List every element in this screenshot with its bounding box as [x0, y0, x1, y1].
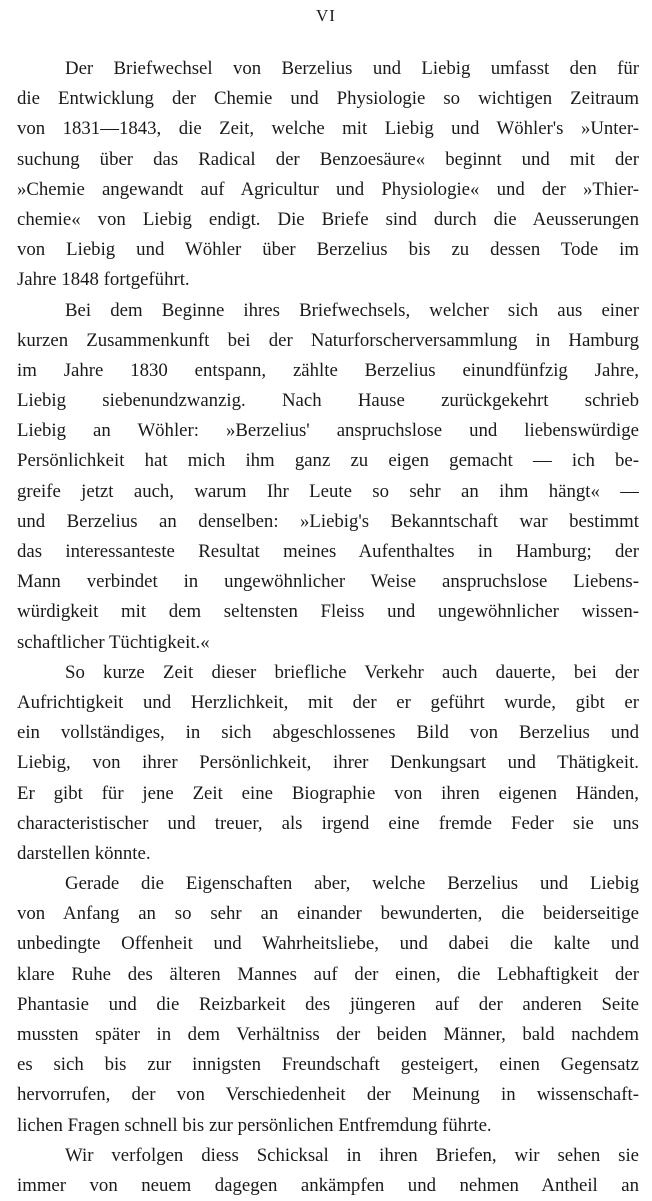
- text-line: Phantasie und die Reizbarkeit des jüngeren auf der anderen Seite: [17, 993, 639, 1015]
- text-line: es sich bis zur innigsten Freundschaft gesteigert, einen Gegensatz: [17, 1054, 639, 1076]
- paragraph-1: [17, 54, 639, 296]
- text-line: im Jahre 1830 entspann, zählte Berzelius einundfünfzig Jahre,: [17, 359, 639, 381]
- paragraph-4: [17, 869, 639, 1141]
- text-line: Liebig siebenundzwanzig. Nach Hause zurückgekehrt schrieb: [17, 390, 639, 412]
- text-line: Liebig an Wöhler: »Berzelius' anspruchslose und liebenswürdige: [17, 420, 639, 442]
- text-line: mussten später in dem Verhältniss der beiden Männer, bald nachdem: [17, 1024, 639, 1045]
- paragraph-5: [17, 1141, 639, 1201]
- text-line: Er gibt für jene Zeit eine Biographie von ihren eigenen Händen,: [17, 782, 639, 804]
- text-line: schaftlicher Tüchtigkeit.«: [17, 631, 210, 653]
- text-line: suchung über das Radical der Benzoesäure« beginnt und mit der: [17, 148, 639, 170]
- text-line: lichen Fragen schnell bis zur persönlichen Entfremdung führte.: [17, 1114, 492, 1136]
- text-line: Wir verfolgen diess Schicksal in ihren Briefen, wir sehen sie: [65, 1144, 639, 1166]
- text-line: Aufrichtigkeit und Herzlichkeit, mit der er geführt wurde, gibt er: [17, 691, 639, 713]
- body-text: [17, 54, 639, 1201]
- text-line: Persönlichkeit hat mich ihm ganz zu eigen gemacht — ich be-: [17, 450, 639, 472]
- text-line: von Anfang an so sehr an einander bewunderten, die beiderseitige: [17, 903, 639, 925]
- text-line: So kurze Zeit dieser briefliche Verkehr auch dauerte, bei der: [65, 661, 639, 683]
- text-line: Liebig, von ihrer Persönlichkeit, ihrer Denkungsart und Thätigkeit.: [17, 752, 639, 774]
- text-line: und Berzelius an denselben: »Liebig's Bekanntschaft war bestimmt: [17, 510, 639, 532]
- text-line: ein vollständiges, in sich abgeschlossenes Bild von Berzelius und: [17, 722, 639, 744]
- text-line: die Entwicklung der Chemie und Physiologie so wichtigen Zeitraum: [17, 88, 639, 110]
- text-line: klare Ruhe des älteren Mannes auf der einen, die Lebhaftigkeit der: [17, 963, 639, 985]
- text-line: kurzen Zusammenkunft bei der Naturforscherversammlung in Hamburg: [17, 329, 639, 351]
- text-line: darstellen könnte.: [17, 842, 151, 864]
- text-line: von 1831—1843, die Zeit, welche mit Liebig und Wöhler's »Unter-: [17, 118, 639, 140]
- paragraph-3: [17, 658, 639, 869]
- text-line: Jahre 1848 fortgeführt.: [17, 269, 190, 291]
- page-number: VI: [316, 6, 336, 25]
- text-line: »Chemie angewandt auf Agricultur und Physiologie« und der »Thier-: [17, 178, 639, 200]
- text-line: characteristischer und treuer, als irgend eine fremde Feder sie uns: [17, 812, 639, 834]
- text-line: von Liebig und Wöhler über Berzelius bis zu dessen Tode im: [17, 239, 639, 261]
- text-line: Der Briefwechsel von Berzelius und Liebig umfasst den für: [65, 58, 639, 79]
- text-line: immer von neuem dagegen ankämpfen und nehmen Antheil an: [17, 1174, 639, 1196]
- text-line: hervorrufen, der von Verschiedenheit der Meinung in wissenschaft-: [17, 1084, 639, 1106]
- text-line: greife jetzt auch, warum Ihr Leute so sehr an ihm hängt« —: [17, 480, 639, 502]
- text-line: Bei dem Beginne ihres Briefwechsels, welcher sich aus einer: [65, 299, 639, 321]
- text-line: würdigkeit mit dem seltensten Fleiss und ungewöhnlicher wissen-: [17, 601, 639, 623]
- paragraph-2: [17, 296, 639, 658]
- text-line: das interessanteste Resultat meines Aufenthaltes in Hamburg; der: [17, 541, 639, 562]
- text-line: chemie« von Liebig endigt. Die Briefe sind durch die Aeusserungen: [17, 208, 639, 230]
- text-line: unbedingte Offenheit und Wahrheitsliebe, und dabei die kalte und: [17, 933, 639, 955]
- text-line: Mann verbindet in ungewöhnlicher Weise anspruchslose Liebens-: [17, 571, 639, 593]
- text-line: Gerade die Eigenschaften aber, welche Berzelius und Liebig: [65, 873, 639, 895]
